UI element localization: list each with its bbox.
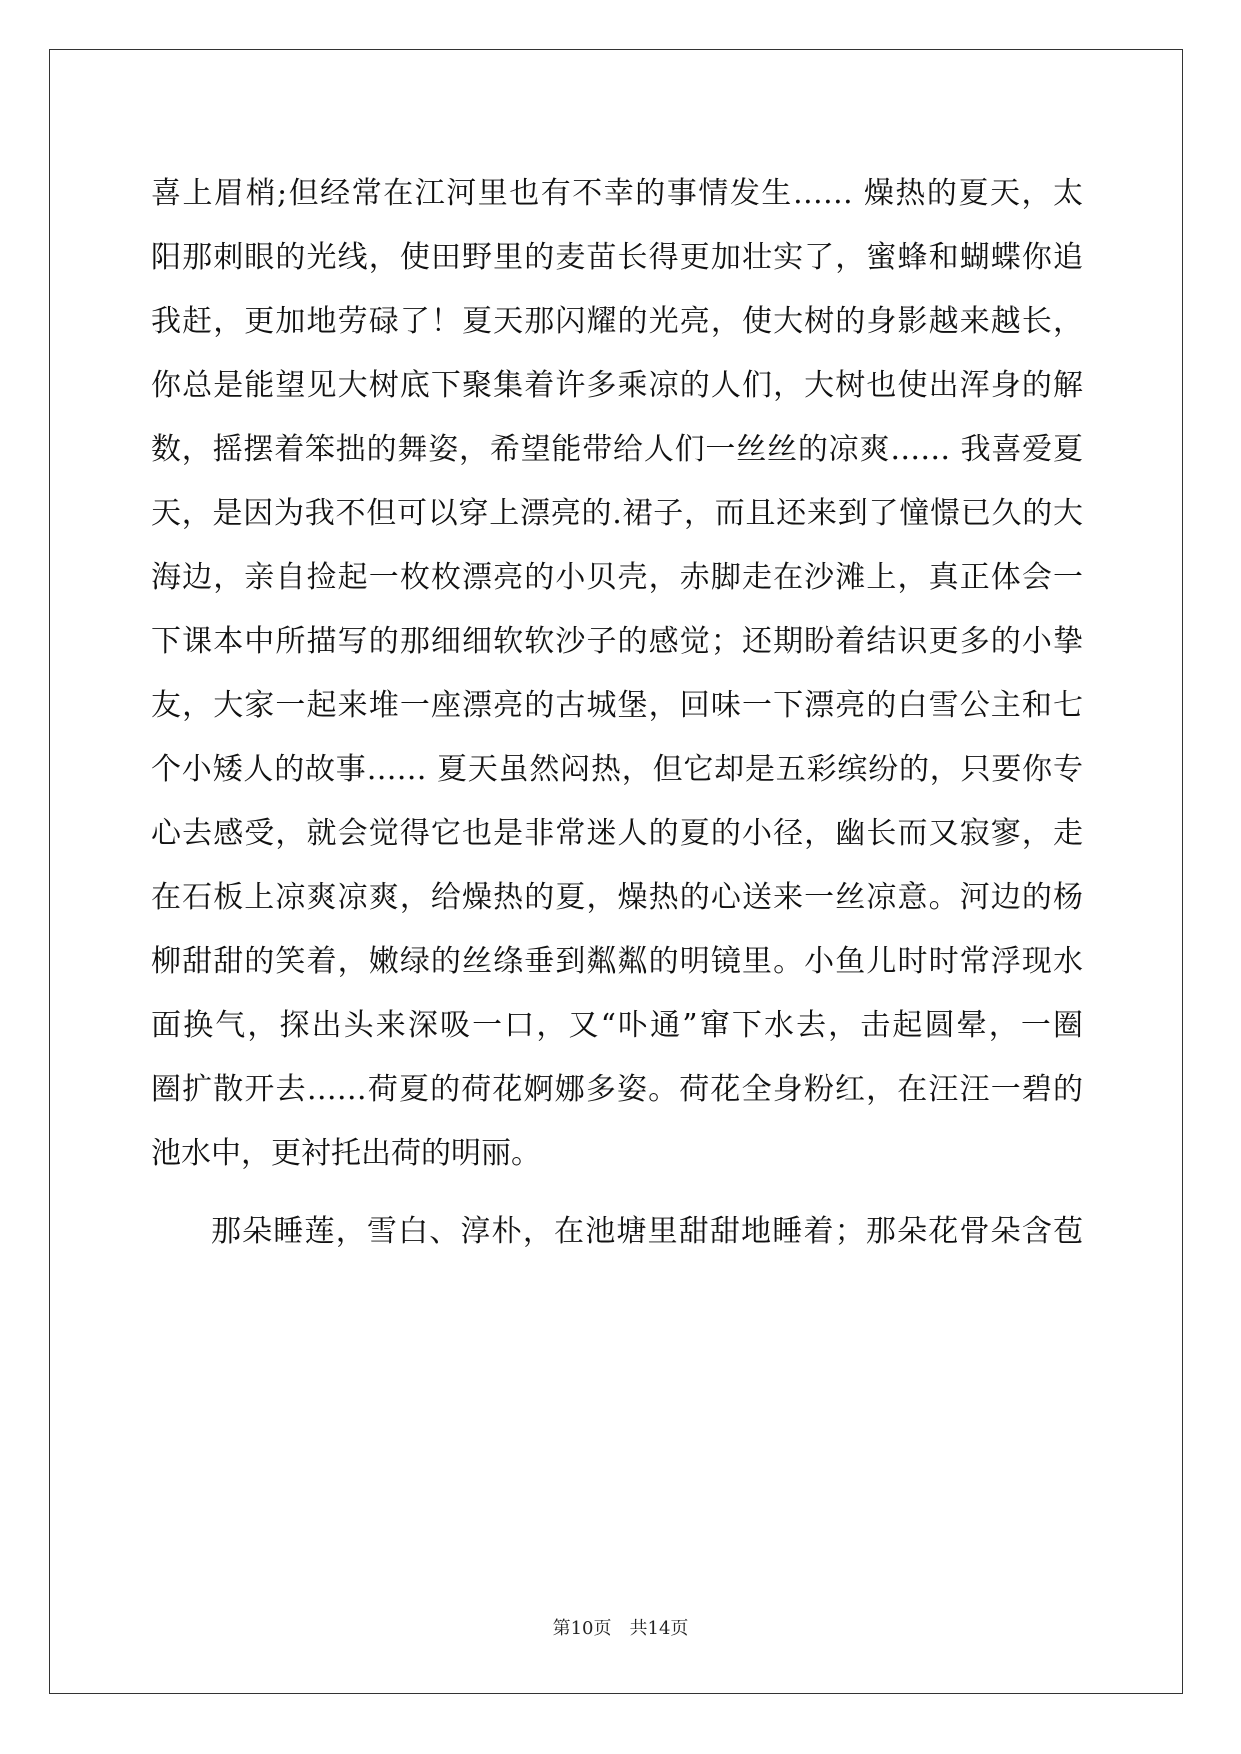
- text-line: 心去感受，就会觉得它也是非常迷人的夏的小径，幽长而又寂寥，走: [151, 816, 1083, 851]
- paragraph-1: [151, 162, 1083, 1186]
- text-line: 池水中，更衬托出荷的明丽。: [151, 1136, 541, 1171]
- text-line: 我赶，更加地劳碌了！夏天那闪耀的光亮，使大树的身影越来越长，: [151, 304, 1083, 339]
- page-number: 第10页 共14页: [552, 1618, 689, 1639]
- text-line: 阳那刺眼的光线，使田野里的麦苗长得更加壮实了，蜜蜂和蝴蝶你追: [151, 240, 1083, 275]
- text-line: 柳甜甜的笑着，嫩绿的丝绦垂到粼粼的明镜里。小鱼儿时时常浮现水: [151, 944, 1083, 979]
- text-line: 在石板上凉爽凉爽，给燥热的夏，燥热的心送来一丝凉意。河边的杨: [151, 880, 1083, 915]
- document-body: [151, 162, 1083, 1264]
- text-line: 你总是能望见大树底下聚集着许多乘凉的人们，大树也使出浑身的解: [151, 368, 1083, 403]
- paragraph-spacer: [151, 1186, 1083, 1200]
- text-line: 友，大家一起来堆一座漂亮的古城堡，回味一下漂亮的白雪公主和七: [151, 688, 1083, 723]
- text-line: 圈扩散开去……荷夏的荷花婀娜多姿。荷花全身粉红，在汪汪一碧的: [151, 1072, 1083, 1107]
- text-line: 个小矮人的故事…… 夏天虽然闷热，但它却是五彩缤纷的，只要你专: [151, 752, 1083, 787]
- text-line: 喜上眉梢;但经常在江河里也有不幸的事情发生…… 燥热的夏天，太: [151, 176, 1083, 211]
- text-line: 下课本中所描写的那细细软软沙子的感觉；还期盼着结识更多的小挚: [151, 624, 1083, 659]
- text-line: 数，摇摆着笨拙的舞姿，希望能带给人们一丝丝的凉爽…… 我喜爱夏: [151, 432, 1083, 467]
- text-line: 天，是因为我不但可以穿上漂亮的.裙子，而且还来到了憧憬已久的大: [151, 496, 1083, 531]
- paragraph-2: [151, 1200, 1083, 1264]
- text-line: 那朵睡莲，雪白、淳朴，在池塘里甜甜地睡着；那朵花骨朵含苞: [211, 1214, 1083, 1249]
- text-line: 面换气，探出头来深吸一口，又“卟通”窜下水去，击起圆晕，一圈: [151, 1008, 1083, 1043]
- text-line: 海边，亲自捡起一枚枚漂亮的小贝壳，赤脚走在沙滩上，真正体会一: [151, 560, 1083, 595]
